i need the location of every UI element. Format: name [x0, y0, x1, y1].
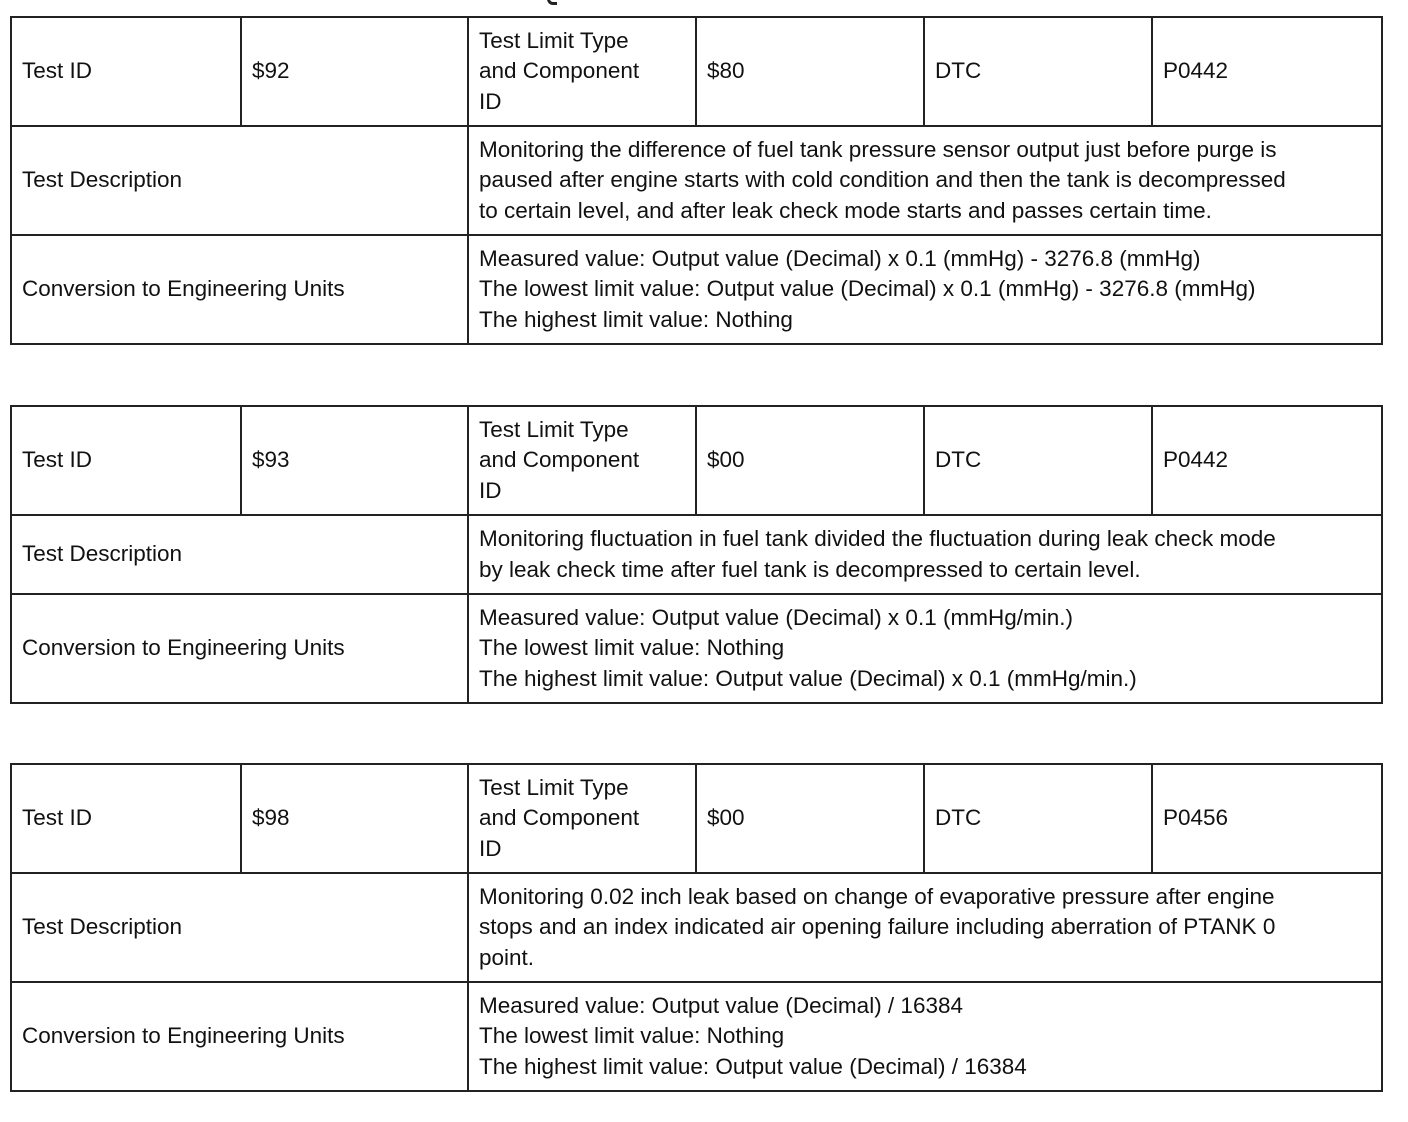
- conversion-value: Measured value: Output value (Decimal) / 16384 The lowest limit value: Nothing The highest limit value: Output value (Decimal) / 16384: [468, 982, 1382, 1091]
- description-label: Test Description: [11, 515, 468, 594]
- test-header-row: [11, 764, 1382, 873]
- test-id-value: $92: [241, 17, 468, 126]
- test-id-label: Test ID: [11, 764, 241, 873]
- dtc-value: P0442: [1152, 406, 1382, 515]
- limit-type-label: Test Limit Type and Component ID: [468, 764, 696, 873]
- conversion-value: Measured value: Output value (Decimal) x 0.1 (mmHg/min.) The lowest limit value: Nothing The highest limit value: Output value (Decimal) x 0.1 (mmHg/min.): [468, 594, 1382, 703]
- conversion-label: Conversion to Engineering Units: [11, 594, 468, 703]
- test-id-label: Test ID: [11, 406, 241, 515]
- conversion-row: [11, 982, 1382, 1091]
- test-header-row: [11, 406, 1382, 515]
- conversion-label: Conversion to Engineering Units: [11, 982, 468, 1091]
- dtc-value: P0442: [1152, 17, 1382, 126]
- description-label: Test Description: [11, 873, 468, 982]
- limit-type-value: $00: [696, 764, 924, 873]
- limit-type-label: Test Limit Type and Component ID: [468, 406, 696, 515]
- test-id-value: $93: [241, 406, 468, 515]
- description-value: Monitoring the difference of fuel tank pressure sensor output just before purge is paused after engine starts with cold condition and then the tank is decompressed to certain level, and after leak check mode starts and passes certain time.: [468, 126, 1382, 235]
- test-id-value: $98: [241, 764, 468, 873]
- conversion-row: [11, 235, 1382, 344]
- limit-type-value: $00: [696, 406, 924, 515]
- dtc-value: P0456: [1152, 764, 1382, 873]
- conversion-label: Conversion to Engineering Units: [11, 235, 468, 344]
- description-row: [11, 515, 1382, 594]
- description-label: Test Description: [11, 126, 468, 235]
- description-value: Monitoring 0.02 inch leak based on change of evaporative pressure after engine stops and an index indicated air opening failure including aberration of PTANK 0 point.: [468, 873, 1382, 982]
- conversion-row: [11, 594, 1382, 703]
- test-spec-table: [10, 763, 1383, 1092]
- test-id-label: Test ID: [11, 17, 241, 126]
- test-header-row: [11, 17, 1382, 126]
- description-row: [11, 126, 1382, 235]
- description-row: [11, 873, 1382, 982]
- dtc-label: DTC: [924, 17, 1152, 126]
- dtc-label: DTC: [924, 406, 1152, 515]
- test-spec-table: [10, 405, 1383, 704]
- dtc-label: DTC: [924, 764, 1152, 873]
- conversion-value: Measured value: Output value (Decimal) x 0.1 (mmHg) - 3276.8 (mmHg) The lowest limit value: Output value (Decimal) x 0.1 (mmHg) - 3276.8 (mmHg) The highest limit value: Nothing: [468, 235, 1382, 344]
- limit-type-label: Test Limit Type and Component ID: [468, 17, 696, 126]
- test-spec-table: [10, 16, 1383, 345]
- cropped-text-fragment: [547, 0, 561, 5]
- limit-type-value: $80: [696, 17, 924, 126]
- description-value: Monitoring fluctuation in fuel tank divided the fluctuation during leak check mode by leak check time after fuel tank is decompressed to certain level.: [468, 515, 1382, 594]
